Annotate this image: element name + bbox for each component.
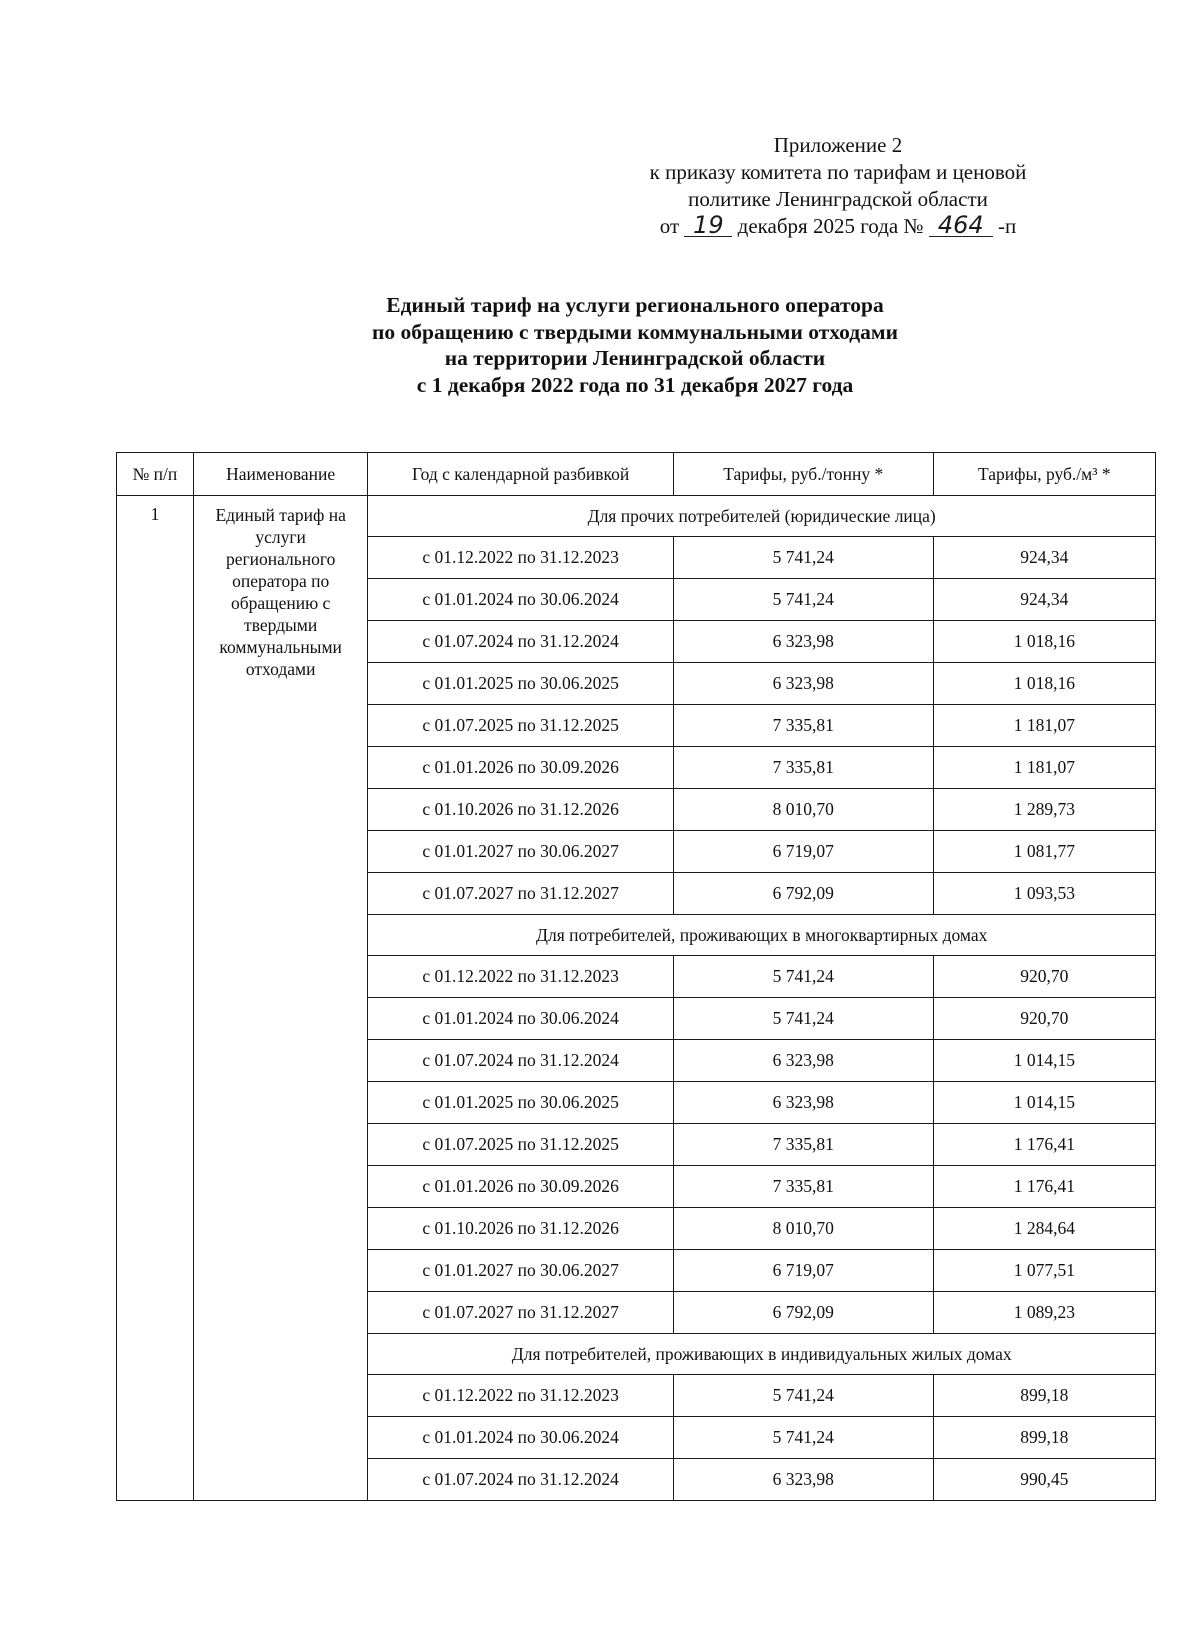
- tariff-m3-cell: 924,34: [933, 537, 1155, 579]
- table-header-row: [117, 453, 1156, 496]
- tariff-m3-cell: 1 176,41: [933, 1124, 1155, 1166]
- tariff-ton-cell: 5 741,24: [673, 956, 933, 998]
- tariff-m3-cell: 990,45: [933, 1459, 1155, 1501]
- period-cell: с 01.07.2024 по 31.12.2024: [368, 1040, 673, 1082]
- tariff-ton-cell: 5 741,24: [673, 1375, 933, 1417]
- tariff-ton-cell: 6 323,98: [673, 1040, 933, 1082]
- tariff-ton-cell: 6 719,07: [673, 831, 933, 873]
- header-num: № п/п: [117, 453, 194, 496]
- tariff-m3-cell: 899,18: [933, 1417, 1155, 1459]
- appendix-committee: политике Ленинградской области: [688, 187, 988, 211]
- period-cell: с 01.01.2025 по 30.06.2025: [368, 1082, 673, 1124]
- handwritten-day: 19: [684, 214, 732, 237]
- tariff-m3-cell: 1 014,15: [933, 1082, 1155, 1124]
- appendix-date-line: [578, 213, 1098, 240]
- header-tariff-ton: Тарифы, руб./тонну *: [673, 453, 933, 496]
- period-cell: с 01.01.2025 по 30.06.2025: [368, 663, 673, 705]
- tariff-m3-cell: 1 014,15: [933, 1040, 1155, 1082]
- tariff-m3-cell: 920,70: [933, 956, 1155, 998]
- tariff-m3-cell: 1 018,16: [933, 663, 1155, 705]
- tariff-ton-cell: 6 323,98: [673, 1459, 933, 1501]
- tariff-ton-cell: 5 741,24: [673, 579, 933, 621]
- period-cell: с 01.07.2024 по 31.12.2024: [368, 1459, 673, 1501]
- header-period: Год с календарной разбивкой: [368, 453, 673, 496]
- title-line-3: на территории Ленинградской области: [444, 346, 826, 370]
- tariff-ton-cell: 7 335,81: [673, 747, 933, 789]
- title-line-2: по обращению с твердыми коммунальными отходами: [372, 319, 898, 344]
- tariff-m3-cell: 920,70: [933, 998, 1155, 1040]
- section-title: Для прочих потребителей (юридические лица): [368, 496, 1156, 537]
- period-cell: с 01.10.2026 по 31.12.2026: [368, 789, 673, 831]
- item-name: Единый тариф на услуги регионального оператора по обращению с твердыми коммунальными отходами: [193, 496, 368, 1501]
- tariff-m3-cell: 1 093,53: [933, 873, 1155, 915]
- tariff-m3-cell: 1 018,16: [933, 621, 1155, 663]
- tariff-m3-cell: 1 289,73: [933, 789, 1155, 831]
- period-cell: с 01.01.2027 по 30.06.2027: [368, 1250, 673, 1292]
- tariff-ton-cell: 5 741,24: [673, 998, 933, 1040]
- tariff-ton-cell: 7 335,81: [673, 705, 933, 747]
- period-cell: с 01.01.2024 по 30.06.2024: [368, 998, 673, 1040]
- tariff-ton-cell: 8 010,70: [673, 789, 933, 831]
- period-cell: с 01.07.2025 по 31.12.2025: [368, 1124, 673, 1166]
- period-cell: с 01.01.2024 по 30.06.2024: [368, 1417, 673, 1459]
- tariff-ton-cell: 5 741,24: [673, 537, 933, 579]
- header-name: Наименование: [193, 453, 368, 496]
- tariff-m3-cell: 1 181,07: [933, 705, 1155, 747]
- period-cell: с 01.12.2022 по 31.12.2023: [368, 1375, 673, 1417]
- tariff-m3-cell: 899,18: [933, 1375, 1155, 1417]
- tariff-ton-cell: 6 323,98: [673, 621, 933, 663]
- period-cell: с 01.01.2024 по 30.06.2024: [368, 579, 673, 621]
- tariff-ton-cell: 5 741,24: [673, 1417, 933, 1459]
- tariff-ton-cell: 6 719,07: [673, 1250, 933, 1292]
- tariff-m3-cell: 1 284,64: [933, 1208, 1155, 1250]
- period-cell: с 01.12.2022 по 31.12.2023: [368, 956, 673, 998]
- tariff-table: [116, 452, 1156, 1501]
- tariff-ton-cell: 6 792,09: [673, 873, 933, 915]
- section-title: Для потребителей, проживающих в индивидуальных жилых домах: [368, 1334, 1156, 1375]
- period-cell: с 01.01.2027 по 30.06.2027: [368, 831, 673, 873]
- date-rest: декабря 2025 года №: [737, 214, 924, 238]
- date-prefix: от: [659, 214, 680, 238]
- tariff-m3-cell: 1 089,23: [933, 1292, 1155, 1334]
- appendix-title: Приложение 2: [773, 133, 903, 157]
- period-cell: с 01.01.2026 по 30.09.2026: [368, 747, 673, 789]
- tariff-ton-cell: 7 335,81: [673, 1166, 933, 1208]
- handwritten-order-number: 464: [929, 214, 993, 237]
- item-number: 1: [117, 496, 194, 1501]
- table-body: [117, 496, 1156, 1501]
- period-cell: с 01.07.2027 по 31.12.2027: [368, 1292, 673, 1334]
- title-line-4: с 1 декабря 2022 года по 31 декабря 2027 года: [416, 372, 854, 397]
- tariff-m3-cell: 1 081,77: [933, 831, 1155, 873]
- tariff-ton-cell: 8 010,70: [673, 1208, 933, 1250]
- period-cell: с 01.12.2022 по 31.12.2023: [368, 537, 673, 579]
- section-title: Для потребителей, проживающих в многоквартирных домах: [368, 915, 1156, 956]
- tariff-ton-cell: 6 323,98: [673, 1082, 933, 1124]
- section-header-row: [117, 496, 1156, 537]
- period-cell: с 01.07.2027 по 31.12.2027: [368, 873, 673, 915]
- tariff-m3-cell: 1 077,51: [933, 1250, 1155, 1292]
- document-title: [0, 292, 1200, 398]
- period-cell: с 01.07.2025 по 31.12.2025: [368, 705, 673, 747]
- tariff-ton-cell: 6 792,09: [673, 1292, 933, 1334]
- appendix-order-ref: к приказу комитета по тарифам и ценовой: [649, 160, 1027, 184]
- appendix-header: [578, 132, 1098, 240]
- tariff-m3-cell: 1 176,41: [933, 1166, 1155, 1208]
- period-cell: с 01.01.2026 по 30.09.2026: [368, 1166, 673, 1208]
- tariff-ton-cell: 7 335,81: [673, 1124, 933, 1166]
- tariff-m3-cell: 924,34: [933, 579, 1155, 621]
- header-tariff-m3: Тарифы, руб./м³ *: [933, 453, 1155, 496]
- title-line-1: Единый тариф на услуги регионального оператора: [386, 293, 884, 317]
- tariff-m3-cell: 1 181,07: [933, 747, 1155, 789]
- tariff-ton-cell: 6 323,98: [673, 663, 933, 705]
- period-cell: с 01.07.2024 по 31.12.2024: [368, 621, 673, 663]
- order-suffix: -п: [998, 214, 1017, 238]
- period-cell: с 01.10.2026 по 31.12.2026: [368, 1208, 673, 1250]
